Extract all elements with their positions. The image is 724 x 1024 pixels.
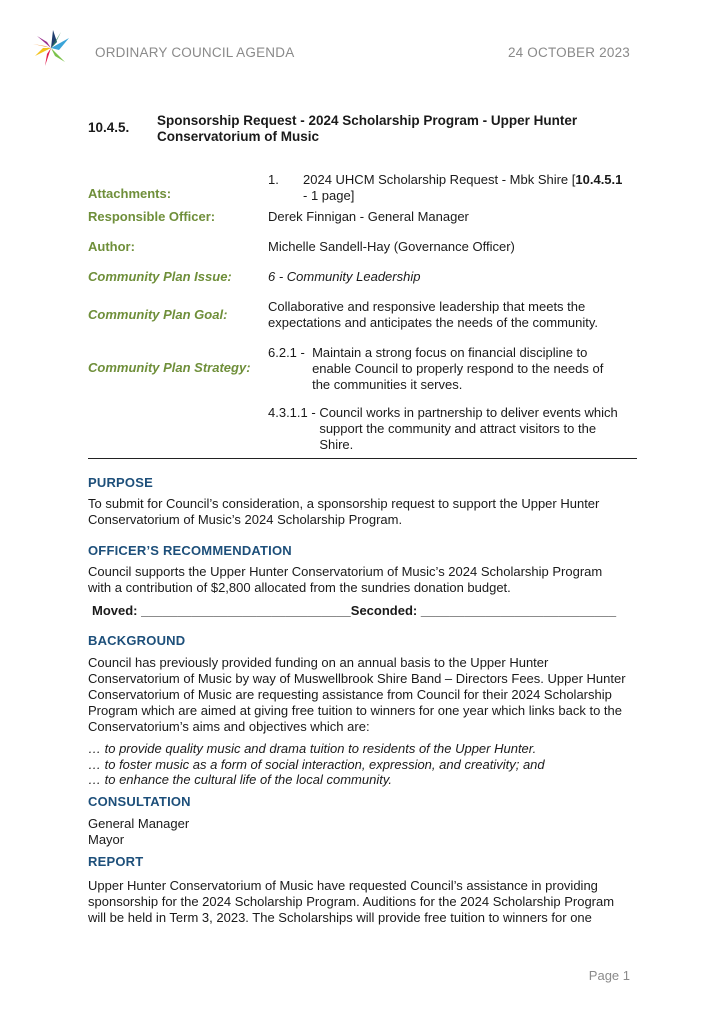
recommendation-heading: OFFICER’S RECOMMENDATION (88, 543, 292, 558)
purpose-heading: PURPOSE (88, 475, 153, 490)
author-value: Michelle Sandell-Hay (Governance Officer) (268, 239, 515, 254)
attachment-link[interactable]: 2024 UHCM Scholarship Request - Mbk Shire [10.4.5.1 - 1 page] (303, 172, 623, 203)
section-divider (88, 458, 637, 459)
moved-seconded-line: Moved: _____________________________Seconded: ___________________________ (92, 603, 617, 618)
issue-label: Community Plan Issue: (88, 269, 232, 284)
strategy-label: Community Plan Strategy: (88, 360, 251, 375)
item-title: Sponsorship Request - 2024 Scholarship Program - Upper Hunter Conservatorium of Music (157, 113, 578, 144)
report-text: Upper Hunter Conservatorium of Music have requested Council’s assistance in providing sponsorship for the 2024 Scholarship Program. Auditions for the 2024 Scholarship Program will be held in Term 3, 2023. The Scholarships will provide free tuition to winners for one (88, 878, 615, 925)
header-agenda-title: ORDINARY COUNCIL AGENDA (95, 45, 295, 60)
item-number: 10.4.5. (88, 120, 130, 135)
consultation-general-manager: General Manager (88, 816, 190, 831)
purpose-text: To submit for Council’s consideration, a sponsorship request to support the Upper Hunter Conservatorium of Music’s 2024 Scholarship Program. (88, 496, 600, 527)
background-heading: BACKGROUND (88, 633, 186, 648)
consultation-heading: CONSULTATION (88, 794, 191, 809)
report-heading: REPORT (88, 854, 144, 869)
background-aim-2: … to foster music as a form of social interaction, expression, and creativity; and (88, 757, 545, 772)
page-number: Page 1 (588, 968, 630, 983)
strategy-1-number: 6.2.1 - (268, 345, 313, 360)
strategy-1-text: Maintain a strong focus on financial discipline to enable Council to properly respond to the needs of the communities it serves. (312, 345, 604, 392)
author-label: Author: (88, 239, 135, 254)
officer-label: Responsible Officer: (88, 209, 216, 224)
goal-label: Community Plan Goal: (88, 307, 228, 322)
recommendation-text: Council supports the Upper Hunter Conservatorium of Music’s 2024 Scholarship Program with a contribution of $2,800 allocated from the sundries donation budget. (88, 564, 603, 595)
consultation-mayor: Mayor (88, 832, 125, 847)
issue-value: 6 - Community Leadership (268, 269, 421, 284)
background-aim-3: … to enhance the cultural life of the local community. (88, 772, 392, 787)
background-text: Council has previously provided funding on an annual basis to the Upper Hunter Conservatorium of Music by way of Muswellbrook Shire Band – Directors Fees. Upper Hunter Conservatorium of Music are requesting assistance from Council for their 2024 Scholarship Program which are aimed at giving free tuition to winners for one year which links back to the Conservatorium’s aims and objectives which are: (88, 655, 626, 734)
strategy-2-number: 4.3.1.1 - (268, 405, 320, 420)
goal-value: Collaborative and responsive leadership that meets the expectations and anticipates the needs of the community. (268, 299, 599, 330)
strategy-2-text: Council works in partnership to deliver events which support the community and attract visitors to the Shire. (319, 405, 618, 452)
header-date: 24 OCTOBER 2023 (507, 45, 630, 60)
background-aim-1: … to provide quality music and drama tuition to residents of the Upper Hunter. (88, 741, 537, 756)
attachment-number: 1. (268, 172, 279, 187)
council-star-logo-icon (31, 28, 71, 68)
officer-value: Derek Finnigan - General Manager (268, 209, 469, 224)
attachments-label: Attachments: (88, 186, 172, 201)
